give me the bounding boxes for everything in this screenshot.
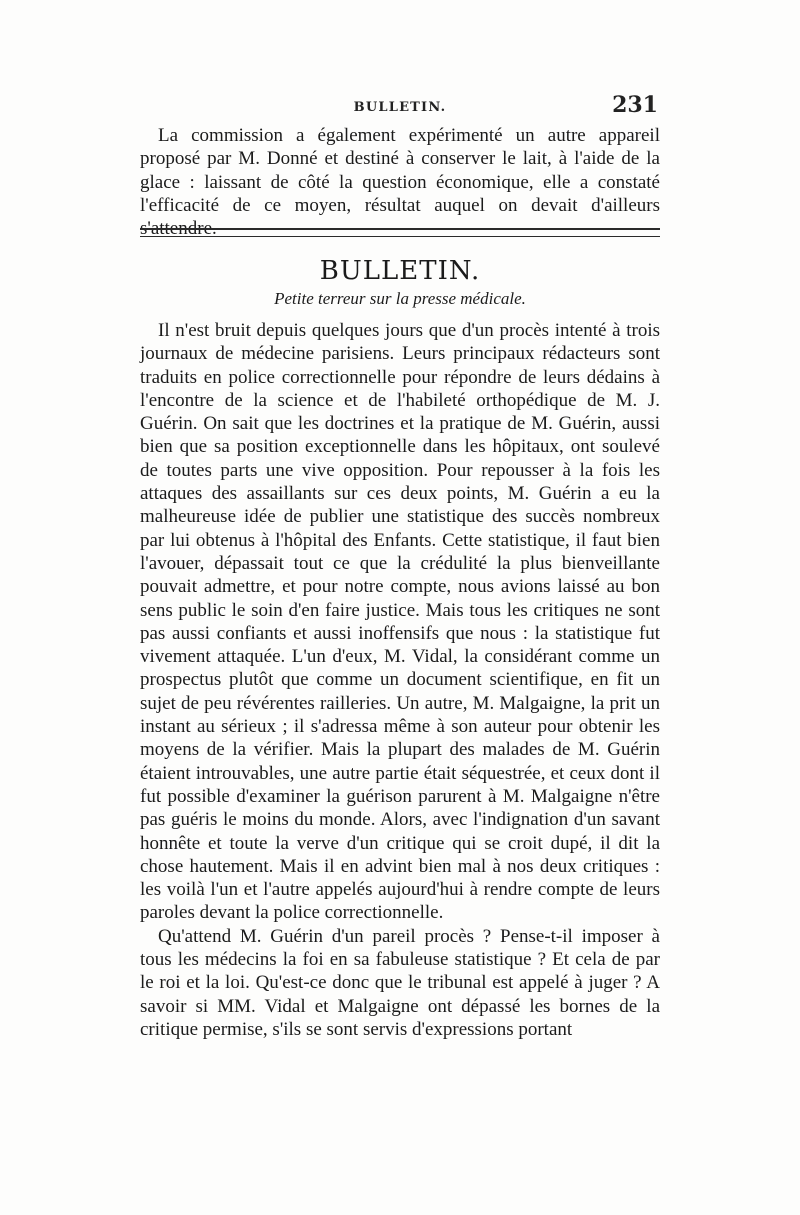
section-subtitle: Petite terreur sur la presse médicale. xyxy=(274,289,526,308)
intro-text-block xyxy=(140,124,660,240)
article-paragraph: Il n'est bruit depuis quelques jours que d'un procès intenté à trois journaux de médecine parisiens. Leurs principaux rédacteurs sont traduits en police correctionnelle pour répondre de leurs dédains à l'encontre de la science et de l'habileté orthopédique de M. J. Guérin. On sait que les doctrines et la pratique de M. Guérin, aussi bien que sa position exceptionnelle dans les hôpitaux, ont soulevé de toutes parts une vive opposition. Pour repousser à la fois les attaques des assaillants sur ces deux points, M. Guérin a eu la malheureuse idée de publier une statistique des succès nombreux par lui obtenus à l'hôpital des Enfants. Cette statistique, il faut bien l'avouer, dépassait tout ce que la crédulité la plus bienveillante pouvait admettre, et pour notre compte, nous avions laissé au bon sens public le soin d'en faire justice. Mais tous les critiques ne sont pas aussi confiants et aussi inoffensifs que nous : la statistique fut vivement attaquée. L'un d'eux, M. Vidal, la considérant comme un prospectus plutôt que comme un document scientifique, en fit un sujet de peu révérentes railleries. Un autre, M. Malgaigne, la prit un instant au sérieux ; il s'adressa même à son auteur pour obtenir les moyens de la vérifier. Mais la plupart des malades de M. Guérin étaient introuvables, une autre partie était séquestrée, et ceux dont il fut possible d'examiner la guérison parurent à M. Malgaigne n'être pas guéris le moins du monde. Alors, avec l'indignation d'un savant honnête et toute la verve d'un critique qui se croit dupé, il dit la chose hautement. Mais il en advint bien mal à nos deux critiques : les voilà l'un et l'autre appelés aujourd'hui à rendre compte de leurs paroles devant la police correctionnelle. xyxy=(140,320,660,924)
article-body xyxy=(140,319,660,1041)
page-number: 231 xyxy=(612,92,658,118)
section-title: BULLETIN. xyxy=(319,256,481,286)
article-paragraph: Qu'attend M. Guérin d'un pareil procès ? Pense-t-il imposer à tous les médecins la foi en sa fabuleuse statistique ? Et cela de par le roi et la loi. Qu'est-ce donc que le tribunal est appelé à juger ? A savoir si MM. Vidal et Malgaigne ont dépassé les bornes de la critique permise, s'ils se sont servis d'expressions portant xyxy=(140,925,660,1040)
intro-paragraph: La commission a également expérimenté un autre appareil proposé par M. Donné et destiné à conserver le lait, à l'aide de la glace : laissant de côté la question économique, elle a constaté l'efficacité de ce moyen, résultat auquel on devait d'ailleurs s'attendre. xyxy=(140,125,660,240)
section-divider xyxy=(140,228,660,237)
running-title: BULLETIN. xyxy=(353,100,447,115)
running-head xyxy=(140,92,660,122)
